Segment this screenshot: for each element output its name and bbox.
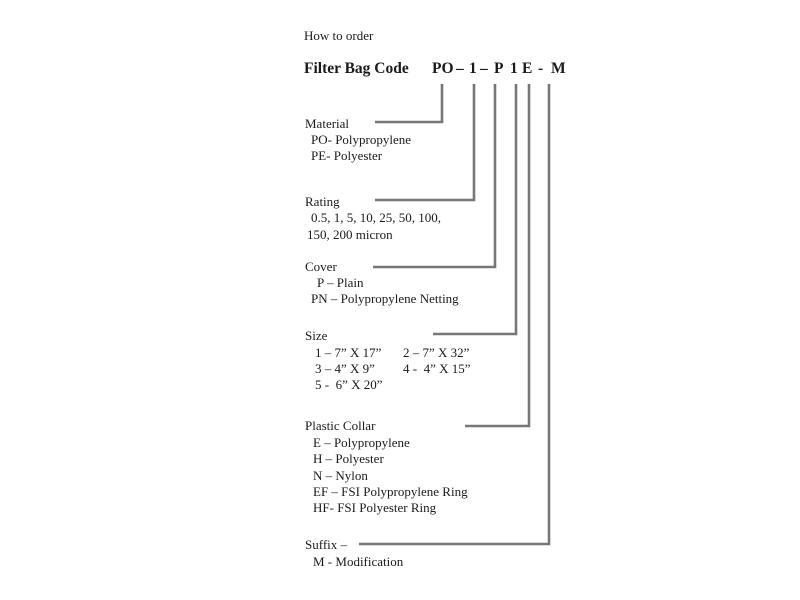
code-separator: – (480, 60, 488, 77)
option-line: 0.5, 1, 5, 10, 25, 50, 100, (311, 210, 441, 225)
code-segment-material: PO (432, 60, 454, 77)
connector-suffix (359, 84, 549, 544)
option-line: E – Polypropylene (313, 435, 410, 450)
option-line: 3 – 4” X 9” (315, 361, 375, 376)
option-line: PE- Polyester (311, 148, 383, 163)
option-line: 1 – 7” X 17” (315, 345, 382, 360)
option-line: H – Polyester (313, 451, 384, 466)
option-line: 4 - 4” X 15” (403, 361, 471, 376)
how-to-order-label: How to order (304, 28, 374, 43)
option-line: P – Plain (317, 275, 364, 290)
code-segment-suffix: M (551, 60, 566, 77)
connector-material (375, 84, 442, 122)
code-segment-collar: E (522, 60, 533, 77)
section-heading: Cover (305, 259, 337, 274)
option-line: PO- Polypropylene (311, 132, 412, 147)
filter-bag-code-label: Filter Bag Code (304, 60, 409, 77)
code-separator: - (538, 60, 544, 77)
code-segment-size: 1 (510, 60, 518, 77)
option-line: M - Modification (313, 554, 404, 569)
code-segment-cover: P (494, 60, 504, 77)
section-heading: Rating (305, 194, 340, 209)
section-heading: Suffix – (305, 537, 348, 552)
option-line: 150, 200 micron (307, 227, 393, 242)
option-line: PN – Polypropylene Netting (311, 291, 459, 306)
option-line: 2 – 7” X 32” (403, 345, 470, 360)
section-heading: Material (305, 116, 350, 131)
section-heading: Size (305, 328, 328, 343)
section-heading: Plastic Collar (305, 418, 376, 433)
option-line: HF- FSI Polyester Ring (313, 500, 437, 515)
code-separator: – (456, 60, 464, 77)
option-line: EF – FSI Polypropylene Ring (313, 484, 468, 499)
option-line: 5 - 6” X 20” (315, 377, 383, 392)
option-line: N – Nylon (313, 468, 368, 483)
code-segment-rating: 1 (469, 60, 477, 77)
